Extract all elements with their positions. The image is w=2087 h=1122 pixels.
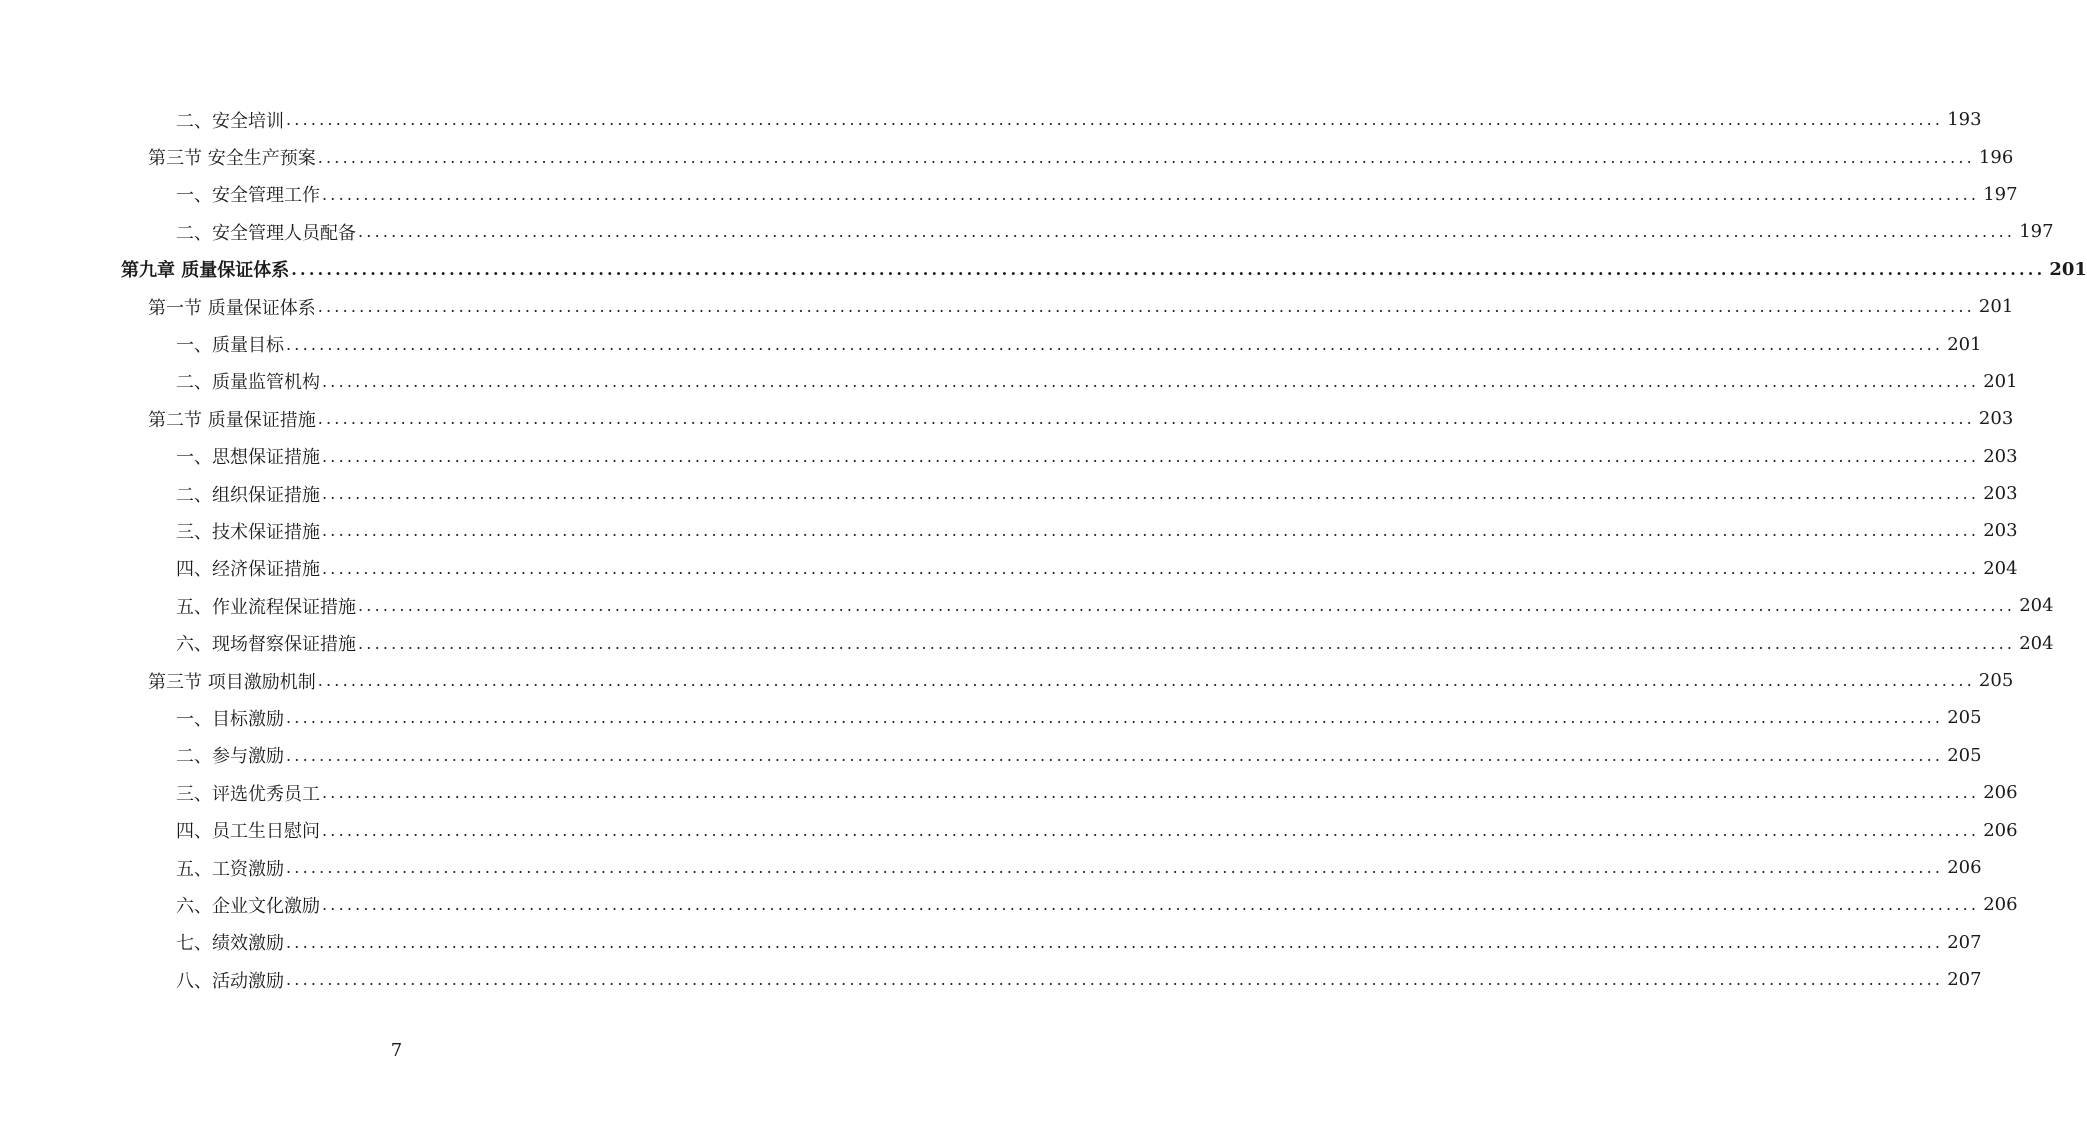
toc-entry-page: 197 bbox=[2019, 221, 2054, 243]
toc-entry-line bbox=[148, 294, 2014, 320]
toc-entry-page: 193 bbox=[1947, 109, 1982, 131]
toc-entry-page: 204 bbox=[2019, 632, 2054, 654]
toc-entry-title: 四、员工生日慰问 bbox=[176, 821, 320, 843]
toc-entry-line bbox=[176, 219, 2054, 245]
toc-entry-line bbox=[176, 630, 2054, 656]
toc-entry-title: 二、组织保证措施 bbox=[176, 484, 320, 506]
toc-leader-dots: ........................................................................................................................................................................................................ bbox=[286, 334, 1944, 354]
toc-entry-line bbox=[148, 406, 2014, 432]
toc-entry[interactable] bbox=[0, 849, 1982, 886]
toc-entry-page: 205 bbox=[1947, 744, 1982, 766]
toc-entry-line bbox=[176, 892, 2018, 918]
toc-entry[interactable] bbox=[0, 438, 2018, 475]
toc-leader-dots: ........................................................................................................................................................................................................ bbox=[286, 858, 1944, 877]
toc-entry-page: 204 bbox=[1983, 557, 2018, 579]
toc-entry-title: 二、安全培训 bbox=[176, 110, 284, 132]
toc-entry[interactable] bbox=[0, 213, 2054, 250]
toc-entry[interactable] bbox=[0, 288, 2014, 325]
toc-entry-title: 第九章 质量保证体系 bbox=[121, 260, 290, 282]
toc-entry-title: 一、思想保证措施 bbox=[176, 447, 320, 469]
toc-entry-title: 五、作业流程保证措施 bbox=[176, 596, 356, 618]
toc-entry[interactable] bbox=[0, 961, 1982, 998]
toc-leader-dots: ........................................................................................................................................................................................................ bbox=[286, 932, 1944, 952]
toc-leader-dots: ........................................................................................................................................................................................................ bbox=[322, 184, 1980, 204]
toc-entry[interactable] bbox=[0, 550, 2018, 587]
page-number: 7 bbox=[390, 1040, 403, 1061]
table-of-contents bbox=[0, 101, 2087, 998]
toc-entry-title: 三、评选优秀员工 bbox=[176, 783, 320, 805]
toc-leader-dots: ........................................................................................................................................................................................................ bbox=[322, 521, 1980, 541]
toc-entry-page: 206 bbox=[1983, 894, 2018, 916]
toc-entry-page: 197 bbox=[1983, 183, 2018, 205]
toc-entry-page: 203 bbox=[1978, 408, 2014, 430]
toc-entry-title: 二、参与激励 bbox=[176, 746, 284, 768]
toc-entry[interactable] bbox=[0, 737, 1982, 774]
toc-entry-title: 第二节 质量保证措施 bbox=[148, 409, 316, 431]
toc-entry-line bbox=[148, 668, 2014, 694]
toc-entry-line bbox=[176, 780, 2018, 806]
toc-leader-dots: ........................................................................................................................................................................................................ bbox=[358, 633, 2016, 653]
toc-entry-line bbox=[176, 181, 2018, 207]
toc-entry-title: 第三节 安全生产预案 bbox=[148, 148, 316, 170]
toc-entry-page: 205 bbox=[1947, 707, 1982, 729]
toc-entry[interactable] bbox=[0, 699, 1982, 736]
toc-entry-line bbox=[176, 855, 1982, 881]
toc-entry-line bbox=[176, 555, 2018, 581]
toc-entry[interactable] bbox=[0, 774, 2018, 811]
toc-leader-dots: ........................................................................................................................................................................................................ bbox=[322, 820, 1980, 840]
toc-leader-dots: ........................................................................................................................................................................................................ bbox=[291, 259, 2046, 279]
toc-entry[interactable] bbox=[0, 251, 2087, 288]
toc-entry[interactable] bbox=[0, 512, 2018, 549]
toc-entry-page: 206 bbox=[1947, 857, 1982, 878]
toc-leader-dots: ........................................................................................................................................................................................................ bbox=[286, 970, 1944, 990]
toc-entry[interactable] bbox=[0, 624, 2054, 661]
toc-entry-page: 203 bbox=[1983, 445, 2018, 467]
toc-entry-title: 一、安全管理工作 bbox=[176, 185, 320, 207]
toc-entry-title: 三、技术保证措施 bbox=[176, 521, 320, 543]
toc-leader-dots: ........................................................................................................................................................................................................ bbox=[322, 558, 1980, 578]
toc-entry-title: 二、安全管理人员配备 bbox=[176, 222, 356, 244]
toc-entry-line bbox=[176, 443, 2018, 469]
toc-entry[interactable] bbox=[0, 475, 2018, 512]
toc-entry-line bbox=[176, 481, 2018, 507]
toc-entry-title: 一、质量目标 bbox=[176, 335, 284, 357]
toc-leader-dots: ........................................................................................................................................................................................................ bbox=[317, 147, 1975, 167]
toc-entry-line bbox=[176, 817, 2018, 843]
toc-entry[interactable] bbox=[0, 400, 2014, 437]
toc-entry-page: 207 bbox=[1947, 969, 1982, 991]
toc-entry-title: 五、工资激励 bbox=[176, 858, 284, 880]
toc-entry-page: 201 bbox=[1978, 296, 2014, 318]
toc-leader-dots: ........................................................................................................................................................................................................ bbox=[317, 297, 1975, 317]
toc-entry-line bbox=[176, 742, 1982, 768]
toc-leader-dots: ........................................................................................................................................................................................................ bbox=[322, 484, 1980, 504]
toc-entry-title: 八、活动激励 bbox=[176, 970, 284, 992]
toc-entry-page: 207 bbox=[1947, 931, 1982, 953]
toc-entry-page: 201 bbox=[1983, 370, 2018, 392]
toc-entry-page: 205 bbox=[1978, 670, 2014, 692]
toc-entry-line bbox=[148, 144, 2014, 170]
toc-entry-line bbox=[176, 518, 2018, 544]
toc-entry-page: 201 bbox=[1947, 333, 1982, 355]
toc-entry-page: 201 bbox=[2049, 258, 2087, 280]
toc-entry-line bbox=[176, 929, 1982, 955]
toc-leader-dots: ........................................................................................................................................................................................................ bbox=[317, 671, 1975, 691]
toc-leader-dots: ........................................................................................................................................................................................................ bbox=[286, 110, 1944, 130]
toc-entry[interactable] bbox=[0, 811, 2018, 848]
toc-entry-title: 六、现场督察保证措施 bbox=[176, 634, 356, 656]
toc-entry-page: 206 bbox=[1983, 819, 2018, 841]
toc-leader-dots: ........................................................................................................................................................................................................ bbox=[322, 895, 1980, 915]
toc-entry-page: 204 bbox=[2019, 595, 2054, 617]
toc-leader-dots: ........................................................................................................................................................................................................ bbox=[322, 371, 1980, 391]
toc-entry-page: 196 bbox=[1978, 146, 2014, 168]
toc-entry[interactable] bbox=[0, 886, 2018, 923]
toc-entry[interactable] bbox=[0, 587, 2054, 624]
toc-leader-dots: ........................................................................................................................................................................................................ bbox=[317, 409, 1975, 429]
toc-entry-page: 203 bbox=[1983, 520, 2018, 542]
toc-entry-line bbox=[176, 593, 2054, 619]
toc-entry-title: 七、绩效激励 bbox=[176, 933, 284, 955]
toc-entry[interactable] bbox=[0, 924, 1982, 961]
toc-leader-dots: ........................................................................................................................................................................................................ bbox=[358, 596, 2016, 616]
toc-entry-title: 第三节 项目激励机制 bbox=[148, 671, 316, 693]
toc-entry-title: 四、经济保证措施 bbox=[176, 559, 320, 581]
toc-entry-line bbox=[176, 967, 1982, 993]
toc-entry-title: 一、目标激励 bbox=[176, 708, 284, 730]
toc-entry[interactable] bbox=[0, 138, 2014, 175]
toc-entry-title: 二、质量监管机构 bbox=[176, 372, 320, 394]
toc-leader-dots: ........................................................................................................................................................................................................ bbox=[286, 745, 1944, 765]
toc-entry-page: 203 bbox=[1983, 483, 2018, 505]
toc-entry[interactable] bbox=[0, 176, 2018, 213]
toc-leader-dots: ........................................................................................................................................................................................................ bbox=[322, 446, 1980, 466]
toc-leader-dots: ........................................................................................................................................................................................................ bbox=[322, 783, 1980, 803]
toc-entry[interactable] bbox=[0, 363, 2018, 400]
toc-entry-line bbox=[121, 256, 2087, 282]
toc-entry[interactable] bbox=[0, 662, 2014, 699]
toc-entry-page: 206 bbox=[1983, 782, 2018, 804]
toc-entry-line bbox=[176, 705, 1982, 731]
toc-leader-dots: ........................................................................................................................................................................................................ bbox=[358, 222, 2016, 242]
toc-leader-dots: ........................................................................................................................................................................................................ bbox=[286, 708, 1944, 728]
toc-entry[interactable] bbox=[0, 101, 1982, 138]
toc-entry-line bbox=[176, 331, 1982, 357]
toc-entry-line bbox=[176, 368, 2018, 394]
toc-entry-title: 六、企业文化激励 bbox=[176, 895, 320, 917]
toc-entry-line bbox=[176, 107, 1982, 133]
toc-entry-title: 第一节 质量保证体系 bbox=[148, 297, 316, 319]
toc-entry[interactable] bbox=[0, 325, 1982, 362]
